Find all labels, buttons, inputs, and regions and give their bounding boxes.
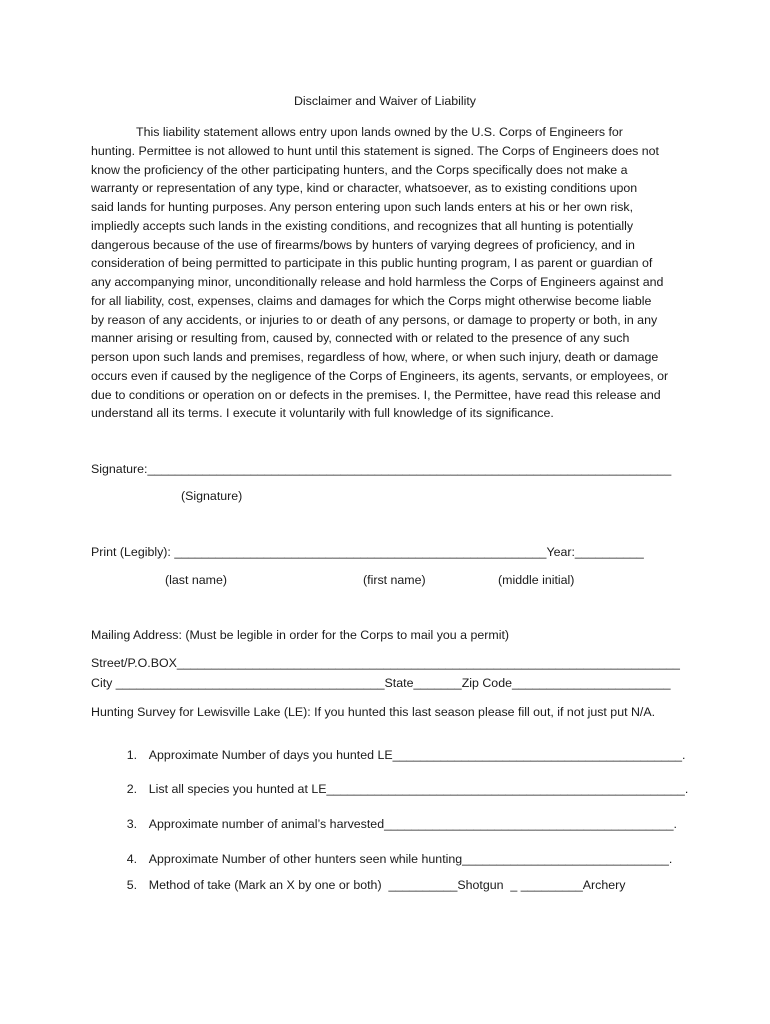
liability-statement bbox=[91, 123, 691, 423]
statement-line: due to conditions or operation on or defects in the premises. I, the Permittee, have read this release and bbox=[91, 387, 661, 402]
statement-line: by reason of any accidents, or injuries to or death of any persons, or damage to property or both, in any bbox=[91, 312, 658, 327]
city-state-zip-field[interactable]: City _______________________________________State_______Zip Code_______________________ bbox=[91, 676, 671, 690]
survey-item-text: Method of take (Mark an X by one or both) __________Shotgun _ _________Archery bbox=[148, 878, 626, 892]
statement-line: know the proficiency of the other participating hunters, and the Corps specifically does not make a bbox=[91, 162, 628, 177]
signature-caption: (Signature) bbox=[181, 489, 243, 503]
survey-item-text: Approximate number of animal’s harvested__________________________________________. bbox=[148, 817, 677, 831]
print-name-field[interactable]: Print (Legibly): ______________________________________________________Year:__________ bbox=[91, 545, 644, 559]
survey-item-number: 1. bbox=[126, 748, 138, 762]
statement-line: dangerous because of the use of firearms/bows by hunters of varying degrees of proficiency, and in bbox=[91, 237, 635, 252]
statement-line: said lands for hunting purposes. Any person entering upon such lands enters at his or her own risk, bbox=[91, 200, 634, 214]
survey-item-text: List all species you hunted at LE____________________________________________________. bbox=[148, 782, 689, 796]
statement-line: understand all its terms. I execute it voluntarily with full knowledge of its significance. bbox=[91, 406, 554, 421]
statement-line: impliedly accepts such lands in the existing conditions, and recognizes that all hunting is potentially bbox=[91, 218, 634, 233]
survey-item-number: 4. bbox=[126, 852, 138, 866]
statement-line: any accompanying minor, unconditionally release and hold harmless the Corps of Engineers against and bbox=[91, 275, 664, 289]
survey-intro: Hunting Survey for Lewisville Lake (LE): If you hunted this last season please fill out, if not just put N/A. bbox=[91, 705, 656, 719]
statement-line: warranty or representation of any type, kind or character, whatsoever, as to existing conditions upon bbox=[91, 181, 638, 196]
survey-item-number: 3. bbox=[126, 817, 138, 831]
statement-line: manner arising or resulting from, caused by, connected with or related to the presence of any such bbox=[91, 331, 630, 346]
statement-line: occurs even if caused by the negligence of the Corps of Engineers, its agents, servants, or employees, or bbox=[91, 368, 669, 383]
street-field[interactable]: Street/P.O.BOX_________________________________________________________________________ bbox=[91, 656, 680, 670]
middle-initial-caption: (middle initial) bbox=[498, 573, 575, 587]
statement-line: This liability statement allows entry upon lands owned by the U.S. Corps of Engineers for bbox=[136, 125, 623, 139]
first-name-caption: (first name) bbox=[363, 573, 426, 587]
last-name-caption: (last name) bbox=[165, 573, 227, 587]
survey-item-number: 5. bbox=[126, 878, 138, 892]
statement-line: consideration of being permitted to participate in this public hunting program, I as parent or guardian of bbox=[91, 256, 653, 271]
statement-line: for all liability, cost, expenses, claims and damages for which the Corps might otherwise become liable bbox=[91, 293, 652, 308]
document-title: Disclaimer and Waiver of Liability bbox=[293, 94, 477, 108]
statement-line: hunting. Permittee is not allowed to hunt until this statement is signed. The Corps of Engineers does not bbox=[91, 143, 660, 158]
statement-line: person upon such lands and premises, regardless of how, where, or when such injury, death or damage bbox=[91, 350, 659, 364]
signature-field[interactable]: Signature:____________________________________________________________________________ bbox=[91, 462, 672, 476]
survey-item-text: Approximate Number of days you hunted LE__________________________________________. bbox=[148, 748, 686, 762]
survey-item-number: 2. bbox=[126, 782, 138, 796]
mailing-address-header: Mailing Address: (Must be legible in order for the Corps to mail you a permit) bbox=[91, 628, 510, 642]
survey-item[interactable] bbox=[113, 864, 625, 906]
survey-item-text: Approximate Number of other hunters seen while hunting______________________________. bbox=[148, 852, 673, 866]
